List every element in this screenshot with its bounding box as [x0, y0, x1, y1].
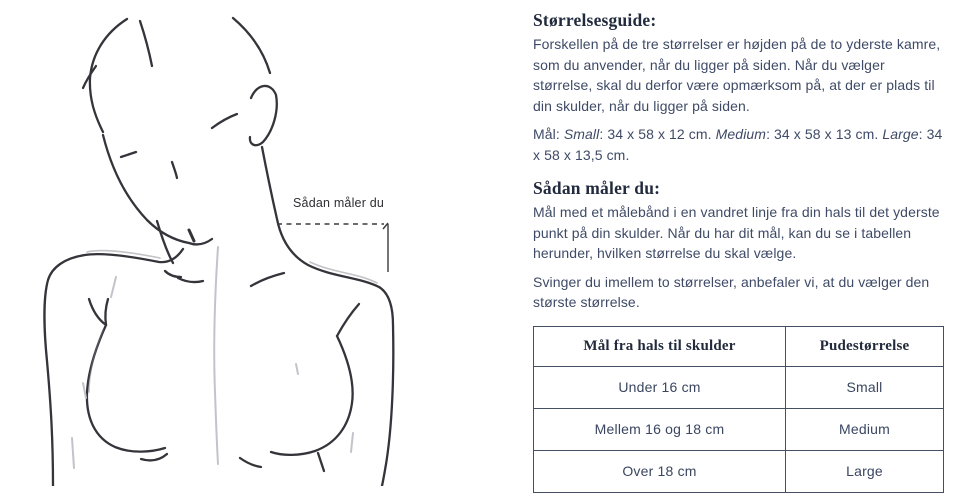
torso-bottom-stroke	[240, 458, 261, 467]
size-guide-paragraph: Forskellen på de tre størrelser er højden på de to yderste kamre, som du anvender, når du ligger på siden. Når du vælger størrelse, skal du derfor være opmærksom på, at der er plads til din skulder, når du ligger på siden.	[533, 36, 941, 114]
table-cell: Small	[786, 366, 944, 408]
cheek-jaw-line	[103, 135, 189, 243]
eyebrow-left	[121, 152, 136, 157]
breast-right	[271, 336, 353, 455]
dimensions-segment: Mål:	[533, 126, 564, 142]
table-cell: Mellem 16 og 18 cm	[534, 408, 786, 450]
armpit-right-stroke	[337, 304, 359, 336]
body-sketch	[0, 0, 480, 486]
how-to-measure-paragraph: Mål med et målebånd i en vandret linje fra din hals til det yderste punkt på din skulder. Når du har dit mål, kan du se i tabellen herunder, hvilken størrelse du skal vælge.	[533, 204, 940, 261]
collarbone-right	[251, 273, 284, 286]
shading-stroke	[72, 438, 74, 468]
section-heading-how-to-measure: Sådan måler du:	[533, 178, 661, 198]
echo-shoulder-right	[310, 262, 377, 283]
hair-stroke	[140, 21, 152, 66]
chin-mark	[189, 230, 194, 241]
dimensions-segment: : 34 x 58 x 12 cm.	[599, 126, 716, 142]
table-header-measure: Mål fra hals til skulder	[534, 326, 786, 366]
size-guide-text	[533, 10, 945, 493]
size-table	[533, 326, 944, 493]
dimensions-segment: Small	[563, 126, 600, 142]
head-outline-left	[90, 19, 127, 132]
head-outline-right	[233, 18, 270, 73]
shading-stroke	[351, 433, 353, 452]
measurement-illustration	[0, 0, 480, 486]
between-sizes-paragraph: Svinger du imellem to størrelser, anbefaler vi, at du vælger den største størrelse.	[533, 273, 930, 310]
breast-left-under	[141, 454, 167, 460]
shading-stroke	[111, 277, 116, 297]
shading-stroke	[83, 383, 86, 398]
size-table-body	[534, 366, 944, 492]
table-cell: Large	[786, 450, 944, 492]
collar-flick-2	[178, 278, 203, 282]
table-row	[534, 408, 944, 450]
center-chest-line	[214, 247, 218, 464]
eyebrow-right	[212, 114, 237, 128]
neck-left	[157, 221, 173, 263]
table-header-size: Pudestørrelse	[786, 326, 944, 366]
collar-flick-1	[165, 271, 181, 277]
armpit-left-stroke	[89, 299, 106, 325]
shading-stroke	[296, 364, 298, 374]
table-cell: Under 16 cm	[534, 366, 786, 408]
dimensions-line	[533, 124, 945, 165]
dimensions-segment: : 34 x 58 x 13 cm.	[766, 126, 883, 142]
nose-stroke	[172, 162, 177, 178]
table-cell: Over 18 cm	[534, 450, 786, 492]
table-cell: Medium	[786, 408, 944, 450]
measure-label: Sådan måler du	[293, 196, 385, 210]
dimensions-segment: : 34 x 58 x 13,5 cm.	[533, 126, 943, 163]
dimensions-segment: Medium	[715, 126, 767, 142]
breast-right-under	[318, 453, 324, 471]
table-header-row	[534, 326, 944, 366]
section-heading-size-guide: Størrelsesguide:	[533, 10, 657, 30]
table-row	[534, 366, 944, 408]
ear	[250, 86, 277, 145]
dimensions-segment: Large	[882, 126, 919, 142]
armpit-left-stroke-2	[105, 299, 108, 325]
